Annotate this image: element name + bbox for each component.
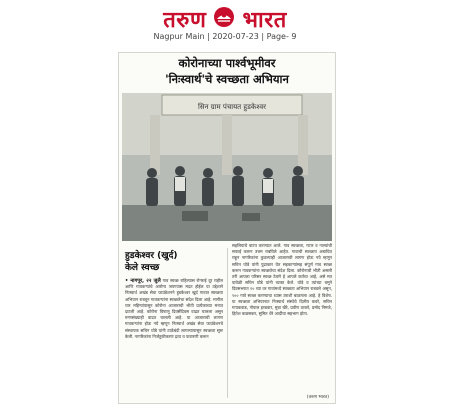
sun-lotus-emblem-icon [213,6,235,32]
article-headline [119,55,335,87]
newspaper-masthead [0,4,450,33]
building-sign-text: सिन ग्राम पंचायत हुडकेश्वर [198,103,266,111]
article-credit: (तरुण भारत) [306,395,329,400]
right-column-wrapper [119,241,335,401]
left-column-text: गाव स्वच्छ राहिल्यास रोगराई दूर राहील आणि गावकऱ्यांचे आरोग्य जपण्यास मदत होईल या उद्देशाने निःस्वार्थ अखंड सेवा फाउंडेशनने हुडकेश्वर खुर्द गावात स्वच्छता अभियान राबवून गावकऱ्यांना स्वच्छतेचा संदेश दिला आहे. मागील चार महिन्यांपासून कोरोना आजाराची भीती प्रत्येकाच्या मनात दाटली आहे. कोरोना विषाणू दिवसेंदिवस वाढत चालला असून रुग्णसंख्याही वाढत चालली आहे. या आजाराची लागण गावकऱ्यांना होऊ नये म्हणून निःस्वार्थ अखंड सेवा फाउंडेशनचे संस्थापक सचिन घोडे यांनी टाळेबंदी लागल्यापासून स्वच्छता सुरू केली. नागरिकांना निर्जंतुकीकरण द्रव्य व फवारणी करून [125,278,223,339]
edition-dateline: Nagpur Main | 2020-07-23 | Page- 9 [153,32,297,41]
article-place-date: • नागपूर, २२ जुलै [125,278,161,284]
article-photo [122,93,332,241]
subhead-line-1: हुडकेश्वर (खुर्द) [125,251,178,261]
subhead-line-2: केले स्वच्छ [125,263,160,273]
headline-line-1: कोरोनाच्या पार्श्वभूमीवर [178,56,276,70]
article-body-right-column: सहलियाचे वाटप करण्यात आले. गाव स्वच्छता, गटार व नाल्यांची सफाई करून उत्तम राबविले आहेत. गावाची स्वच्छता अबाधित राहून नागरिकांना कुठल्याही आजाराची लागण होऊ नये म्हणून सचिन घोडे यांनी पुढाकार घेत सहकाऱ्यांसह संपूर्ण गाव स्वच्छ करून गावकऱ्यांना स्वच्छतेचा संदेश दिला. कोरोनाची भीती असली तरी आपला परिसर स्वच्छ ठेवणे हे आपले कर्तव्य आहे, असे मत यावेळी सचिन घोडे यांनी व्यक्त केले. घोडे व त्यांच्या चमूने दिवसभरात १० च्या वर गावांमध्ये स्वच्छता अभियान राबवले असून, १०० गावे स्वच्छ करण्याचा ध्यास उराशी बाळगला आहे. हे विशेष. या स्वच्छता अभियानात निःस्वार्थ संस्थेचे दिलीप कवरे, सचिन गायकवाड, गोपाल हरडवार, मुन्ना खैरे, प्रवीण ठाकरे, प्रमोद निमजे, हितेश कळसकर, सुमित थेरे आदींचा सहभाग होता. [232,243,332,317]
masthead-right-word: भारत [242,7,287,33]
article-clipping [118,52,336,404]
masthead-left-word: तरुण [163,7,207,33]
headline-line-2: 'निःस्वार्थ'चे स्वच्छता अभियान [165,72,289,86]
